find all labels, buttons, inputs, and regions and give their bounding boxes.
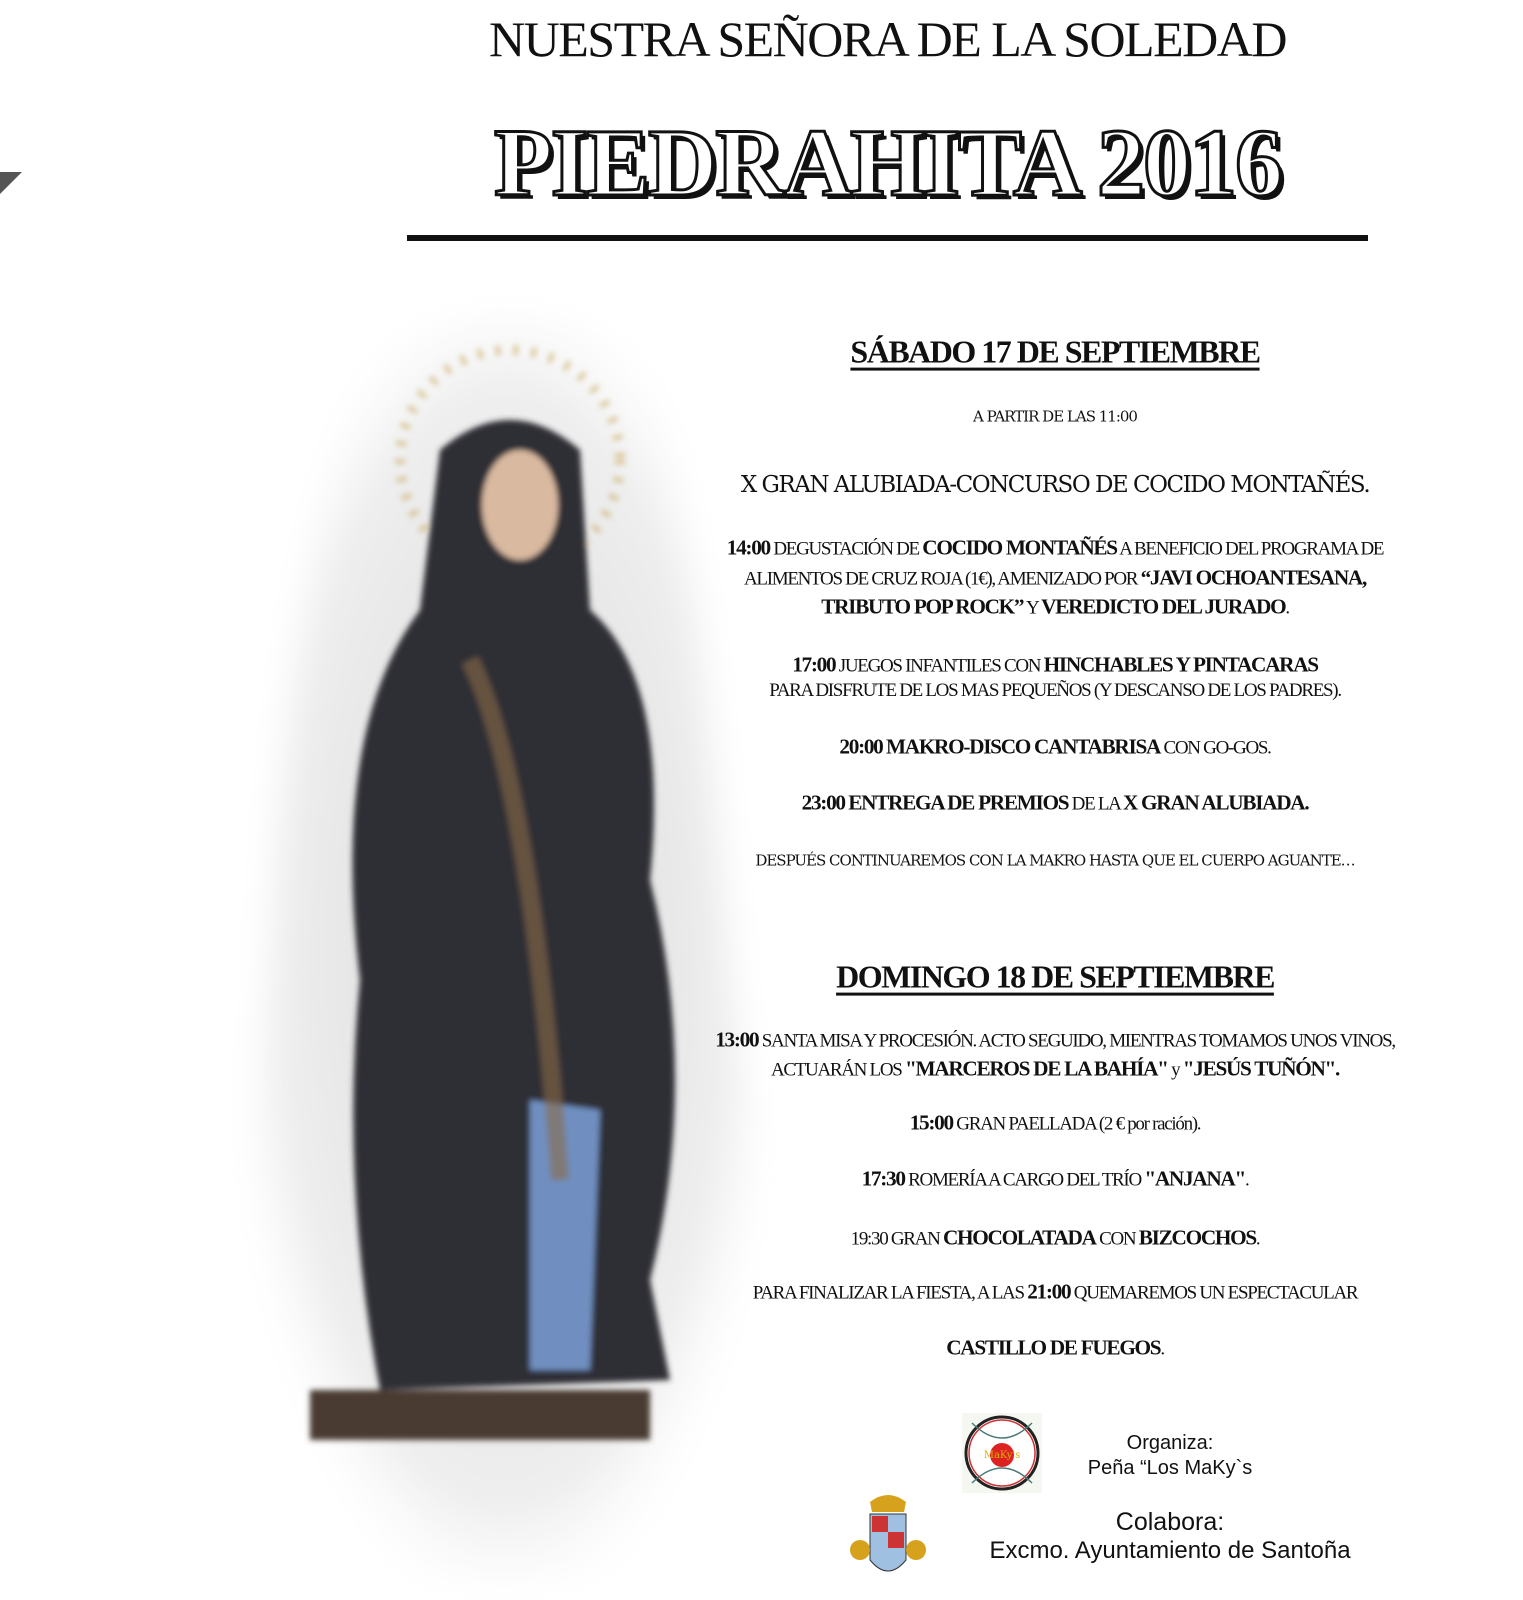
schedule-text: ROMERÍA A CARGO DEL TRÍO xyxy=(904,1169,1145,1191)
corner-mark xyxy=(0,172,22,194)
schedule-text: GRAN xyxy=(887,1228,943,1250)
highlight-text: "JESÚS TUÑÓN". xyxy=(1182,1056,1340,1081)
highlight-text: MAKRO-DISCO CANTABRISA xyxy=(885,734,1161,759)
highlight-text: HINCHABLES Y PINTACARAS xyxy=(1043,652,1318,677)
schedule-line xyxy=(645,566,1465,591)
schedule-text: ALIMENTOS DE CRUZ ROJA (1€), AMENIZADO POR xyxy=(743,568,1141,590)
schedule-line xyxy=(645,852,1465,869)
saturday-heading: SÁBADO 17 DE SEPTIEMBRE xyxy=(850,333,1260,370)
schedule-text: DESPUÉS CONTINUAREMOS CON LA MAKRO HASTA QUE EL CUERPO AGUANTE… xyxy=(755,851,1355,870)
schedule-text: DEGUSTACIÓN DE xyxy=(769,538,923,560)
highlight-text: "MARCEROS DE LA BAHÍA" xyxy=(905,1056,1168,1081)
schedule-text: PARA DISFRUTE DE LOS MAS PEQUEÑOS (Y DESCANSO DE LOS PADRES). xyxy=(769,680,1341,702)
highlight-text: BIZCOCHOS xyxy=(1138,1225,1256,1250)
logo-text: MaKy's xyxy=(983,1450,1021,1461)
organiza-name: Peña “Los MaKy`s xyxy=(1087,1457,1253,1479)
highlight-text: CASTILLO DE FUEGOS xyxy=(946,1335,1161,1360)
schedule-text: GRAN PAELLADA (2 € por ración). xyxy=(952,1113,1201,1135)
highlight-text: 14:00 xyxy=(726,535,770,560)
highlight-text: 23:00 xyxy=(801,790,845,815)
schedule-line xyxy=(645,536,1465,561)
highlight-text: COCIDO MONTAÑÉS xyxy=(922,535,1117,560)
highlight-text: 17:00 xyxy=(792,652,836,677)
santona-coat-of-arms xyxy=(848,1490,928,1600)
schedule-text: A BENEFICIO DEL PROGRAMA DE xyxy=(1116,538,1384,560)
colabora-name: Excmo. Ayuntamiento de Santoña xyxy=(989,1537,1351,1564)
schedule-text: QUEMAREMOS UN ESPECTACULAR xyxy=(1070,1282,1358,1304)
schedule-text: DE LA xyxy=(1068,793,1123,815)
schedule-line xyxy=(645,1336,1465,1361)
highlight-text: "ANJANA" xyxy=(1144,1166,1245,1191)
highlight-text: TRIBUTO POP ROCK” xyxy=(821,594,1024,619)
schedule-text: PARA FINALIZAR LA FIESTA, A LAS xyxy=(752,1282,1028,1304)
schedule-line xyxy=(645,1280,1465,1305)
schedule-text: JUEGOS INFANTILES CON xyxy=(835,655,1044,677)
schedule-text: y xyxy=(1167,1059,1183,1081)
schedule-line xyxy=(645,680,1465,702)
schedule-text: CON GO-GOS. xyxy=(1160,737,1271,759)
highlight-text: 17:30 xyxy=(861,1166,905,1191)
schedule-text: CON xyxy=(1095,1228,1139,1250)
highlight-text: 20:00 xyxy=(839,734,883,759)
poster-subtitle: NUESTRA SEÑORA DE LA SOLEDAD xyxy=(489,11,1286,67)
sunday-heading: DOMINGO 18 DE SEPTIEMBRE xyxy=(836,958,1274,995)
schedule-line xyxy=(645,1028,1465,1053)
highlight-text: CHOCOLATADA xyxy=(942,1225,1096,1250)
schedule-text: X GRAN ALUBIADA-CONCURSO DE COCIDO MONTAÑÉS. xyxy=(740,471,1370,498)
schedule-line xyxy=(645,472,1465,498)
schedule-text: 19:30 xyxy=(850,1228,888,1250)
organiza-label: Organiza: xyxy=(1126,1432,1214,1454)
schedule-text: A PARTIR DE LAS 11:00 xyxy=(973,407,1137,426)
schedule-line xyxy=(645,653,1465,678)
highlight-text: ENTREGA DE PREMIOS xyxy=(848,790,1069,815)
schedule-line xyxy=(645,1111,1465,1136)
schedule-line xyxy=(645,595,1465,620)
schedule-text: . xyxy=(1160,1338,1164,1360)
schedule-line xyxy=(645,1226,1465,1251)
schedule-line xyxy=(645,1167,1465,1192)
schedule-line xyxy=(645,735,1465,760)
highlight-text: X GRAN ALUBIADA. xyxy=(1122,790,1309,815)
schedule-text: ACTUARÁN LOS xyxy=(770,1059,905,1081)
highlight-text: 13:00 xyxy=(715,1027,759,1052)
poster-title: PIEDRAHITA 2016 xyxy=(494,109,1281,216)
title-underline xyxy=(407,235,1368,241)
colabora-label: Colabora: xyxy=(1115,1508,1225,1536)
schedule-line xyxy=(645,791,1465,816)
highlight-text: 15:00 xyxy=(909,1110,953,1135)
highlight-text: “JAVI OCHOANTESANA, xyxy=(1140,565,1366,590)
schedule-line xyxy=(645,1057,1465,1082)
highlight-text: VEREDICTO DEL JURADO xyxy=(1041,594,1286,619)
schedule-text: Y xyxy=(1023,597,1042,619)
schedule-text: SANTA MISA Y PROCESIÓN. ACTO SEGUIDO, MIENTRAS TOMAMOS UNOS VINOS, xyxy=(758,1030,1395,1052)
schedule-text: . xyxy=(1285,597,1289,619)
highlight-text: 21:00 xyxy=(1027,1279,1071,1304)
schedule-text: . xyxy=(1244,1169,1249,1191)
schedule-line xyxy=(645,408,1465,425)
schedule-text: . xyxy=(1255,1228,1260,1250)
